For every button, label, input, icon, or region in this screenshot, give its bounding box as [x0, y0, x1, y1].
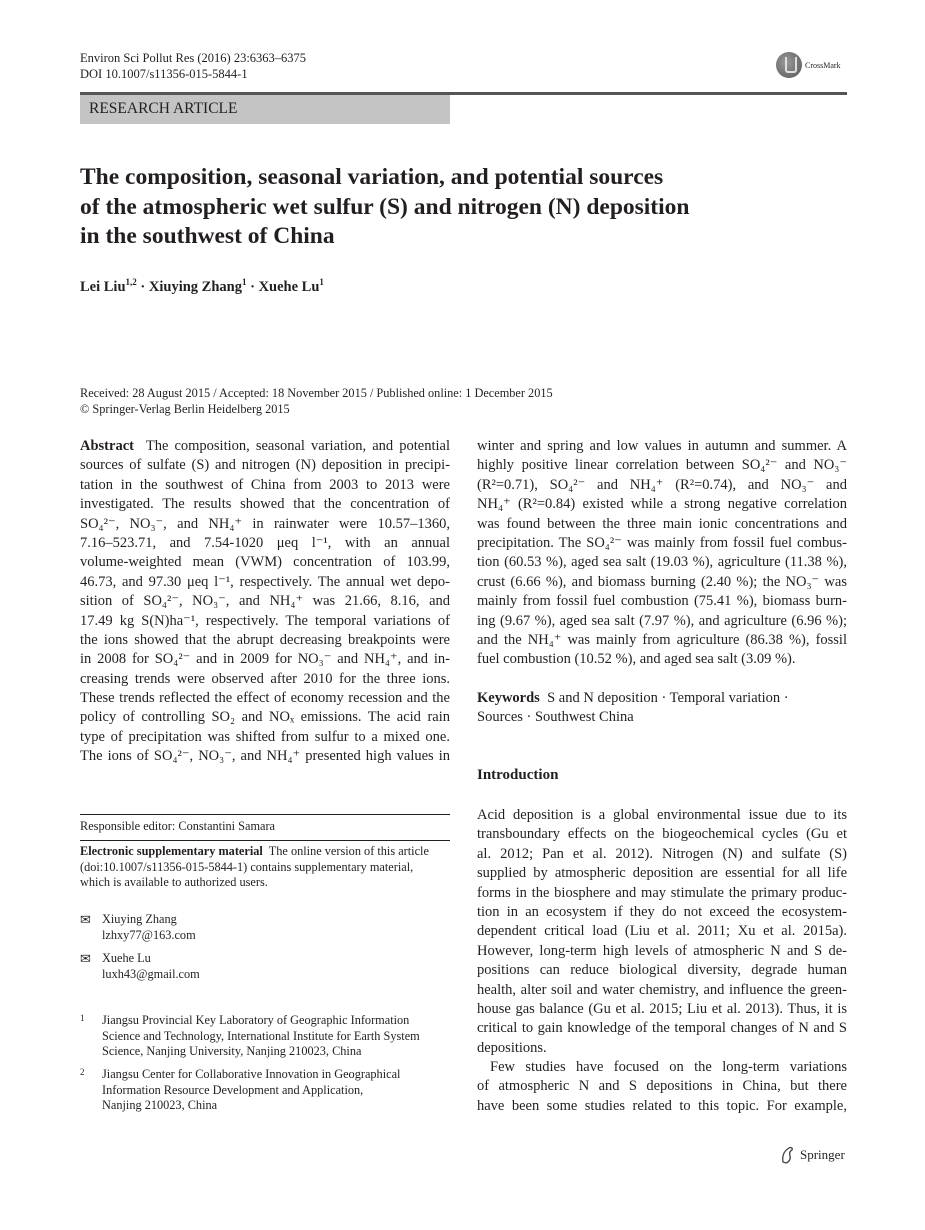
affiliation-line: Nanjing 210023, China	[102, 1098, 218, 1112]
author-affiliation: 1	[319, 277, 324, 287]
text-line: highly positive linear correlation between SO₄²⁻ and NO₃⁻	[477, 457, 847, 474]
crossmark-badge[interactable]	[776, 52, 841, 78]
affiliation-1	[80, 1013, 450, 1060]
affiliation-2	[80, 1067, 450, 1114]
text-line: type of precipitation was shifted from sulfur to a mixed one.	[80, 728, 450, 745]
footnote-rule	[80, 814, 450, 815]
text-line: supplied by atmospheric deposition are essential for all life	[477, 865, 847, 882]
contact-email[interactable]: lzhxy77@163.com	[102, 927, 196, 942]
text-line: depositions.	[477, 1039, 547, 1056]
affiliation-line: Science, Nanjing University, Nanjing 210023, China	[102, 1044, 362, 1058]
envelope-icon: ✉	[80, 912, 91, 927]
abstract-right	[477, 437, 847, 670]
text-line: The ions of SO₄²⁻, NO₃⁻, and NH₄⁺ presented high values in	[80, 748, 450, 765]
text-line: (R²=0.71), SO₄²⁻ and NH₄⁺ (R²=0.74), and NO₃⁻ and	[477, 476, 847, 493]
text-line: dependent critical load (Liu et al. 2011; Xu et al. 2015a).	[477, 923, 847, 940]
text-line: was found between the three main ionic concentrations and	[477, 515, 847, 532]
abstract-text: The composition, seasonal variation, and potential	[145, 438, 450, 454]
abstract-left	[80, 437, 450, 767]
text-line: 7.16–523.71, and 7.54-1020 μeq l⁻¹, with an annual	[80, 534, 450, 551]
copyright: © Springer-Verlag Berlin Heidelberg 2015	[80, 401, 290, 416]
text-line: critical to gain knowledge of the temporal changes of N and S	[477, 1020, 847, 1037]
text-line: tion (60.53 %), aged sea salt (19.03 %), agriculture (11.38 %),	[477, 554, 847, 571]
contact-name: Xiuying Zhang	[102, 912, 177, 926]
section-heading-introduction: Introduction	[477, 767, 559, 783]
text-line: of atmospheric N and S depositions in China, but there	[477, 1078, 847, 1095]
text-line: Few studies have focused on the long-term variations	[490, 1059, 847, 1076]
text-line: However, long-term high levels of atmospheric N and S de-	[477, 942, 847, 959]
text-line: tion in an ecosystem if they do not exceed the ecosystem-	[477, 903, 847, 920]
crossmark-label: CrossMark	[805, 60, 841, 70]
text-line: transboundary effects on the biogeochemical cycles (Gu et	[477, 826, 847, 843]
text-line: al. 2012; Pan et al. 2012). Nitrogen (N) and sulfate (S)	[477, 845, 847, 862]
abstract-label: Abstract	[80, 438, 134, 454]
text-line: and the NH₄⁺ was mainly from agriculture (86.38 %), fossil	[477, 631, 847, 648]
text-line: the ions showed that the abrupt decreasing breakpoints were	[80, 631, 450, 648]
text-line: mainly from fossil fuel combustion (75.41 %), biomass burn-	[477, 593, 847, 610]
text-line: ing (9.67 %), aged sea salt (7.97 %), and agriculture (6.96 %);	[477, 612, 847, 629]
author-separator: ·	[250, 278, 255, 295]
publisher-name: Springer	[800, 1147, 845, 1162]
affiliation-line: Science and Technology, International Institute for Earth System	[102, 1028, 420, 1043]
affiliation-line: Information Resource Development and Application,	[102, 1082, 364, 1097]
title-line: The composition, seasonal variation, and potential sources	[80, 164, 664, 190]
esm-note	[80, 844, 450, 891]
esm-line: (doi:10.1007/s11356-015-5844-1) contains supplementary material,	[80, 859, 414, 874]
text-line: creasing trends were observed after 2010 for the three ions.	[80, 670, 450, 687]
article-type-banner: RESEARCH ARTICLE	[80, 95, 450, 124]
text-line: 17.49 kg S(N)ha⁻¹, respectively. The temporal variations of	[80, 612, 450, 629]
text-line: sition of SO₄²⁻, NO₃⁻, and NH₄⁺ was 21.66, 8.16, and	[80, 593, 450, 610]
text-line: in 2008 for SO₄²⁻ and in 2009 for NO₃⁻ and NH₄⁺, and in-	[80, 651, 450, 668]
esm-line: which is available to authorized users.	[80, 875, 268, 889]
publication-dates	[80, 386, 553, 417]
affiliation-line: Jiangsu Center for Collaborative Innovation in Geographical	[102, 1067, 401, 1081]
text-line: 46.73, and 97.30 μeq l⁻¹, respectively. The annual wet depo-	[80, 573, 450, 590]
author-affiliation: 1	[241, 277, 247, 287]
author-separator: ·	[140, 278, 146, 295]
text-line: positions can reduce biological diversity, degrade human	[477, 962, 847, 979]
text-line: crust (6.66 %), and biomass burning (2.40 %); the NO₃⁻ was	[477, 573, 847, 590]
text-line: Acid deposition is a global environmental issue due to its	[477, 807, 847, 823]
history-dates: Received: 28 August 2015 / Accepted: 18 November 2015 / Published online: 1 December 2015	[80, 386, 553, 400]
text-line: These trends reflected the effect of economy recession and the	[80, 690, 450, 707]
author-list	[80, 277, 324, 296]
springer-logo	[780, 1146, 845, 1164]
author-name[interactable]: Lei Liu	[80, 278, 126, 295]
footnote-rule	[80, 840, 450, 841]
affiliation-number: 1	[80, 1013, 85, 1023]
text-line: house gas balance (Gu et al. 2015; Liu et al. 2013). Thus, it is	[477, 1000, 847, 1017]
text-line: have been some studies related to this topic. For example,	[477, 1097, 847, 1114]
keywords-label: Keywords	[477, 690, 540, 706]
title-line: of the atmospheric wet sulfur (S) and nitrogen (N) deposition	[80, 193, 690, 220]
title-line: in the southwest of China	[80, 223, 335, 249]
keywords	[477, 689, 847, 728]
text-line: investigated. The results showed that the concentration of	[80, 496, 450, 513]
article-title	[80, 163, 800, 252]
text-line: winter and spring and low values in autumn and summer. A	[477, 438, 847, 454]
contact-2	[80, 951, 200, 982]
contact-1	[80, 912, 196, 943]
keywords-line: S and N deposition · Temporal variation ·	[547, 690, 789, 706]
text-line: NH₄⁺ (R²=0.84) existed while a strong negative correlation	[477, 496, 847, 513]
contact-email[interactable]: luxh43@gmail.com	[102, 966, 200, 981]
journal-header	[80, 50, 306, 82]
crossmark-icon	[776, 52, 802, 78]
journal-citation: Environ Sci Pollut Res (2016) 23:6363–6375	[80, 51, 307, 65]
text-line: sources of sulfate (S) and nitrogen (N) deposition in precipi-	[80, 457, 450, 474]
introduction-body	[477, 806, 847, 1116]
text-line	[80, 437, 450, 456]
responsible-editor: Responsible editor: Constantini Samara	[80, 819, 276, 833]
keywords-line: Sources · Southwest China	[477, 709, 634, 726]
text-line: SO₄²⁻, NO₃⁻, and NH₄⁺ in rainwater were 10.57–1360,	[80, 515, 450, 532]
affiliation-number: 2	[80, 1067, 85, 1077]
contact-name: Xuehe Lu	[102, 951, 151, 965]
author-name[interactable]: Xiuying Zhang	[148, 278, 242, 295]
text-line: volume-weighted mean (VWM) concentration of 103.99,	[80, 554, 450, 571]
esm-line: The online version of this article	[268, 844, 429, 858]
text-line: precipitation. The SO₄²⁻ was mainly from fossil fuel combus-	[477, 534, 847, 551]
esm-label: Electronic supplementary material	[80, 844, 263, 858]
author-name[interactable]: Xuehe Lu	[258, 278, 320, 295]
envelope-icon: ✉	[80, 951, 91, 966]
doi[interactable]: DOI 10.1007/s11356-015-5844-1	[80, 67, 248, 81]
text-line: fuel combustion (10.52 %), and aged sea salt (3.09 %).	[477, 651, 796, 668]
affiliation-line: Jiangsu Provincial Key Laboratory of Geographic Information	[102, 1013, 410, 1027]
text-line: health, alter soil and water chemistry, and influence the green-	[477, 981, 847, 998]
springer-horse-icon	[780, 1146, 796, 1164]
text-line: policy of controlling SO₂ and NOₓ emissions. The acid rain	[80, 709, 450, 726]
text-line: tation in the southwest of China from 2003 to 2013 were	[80, 476, 450, 493]
author-affiliation: 1,2	[125, 277, 137, 287]
text-line: forms in the biosphere and may stimulate the primary produc-	[477, 884, 847, 901]
